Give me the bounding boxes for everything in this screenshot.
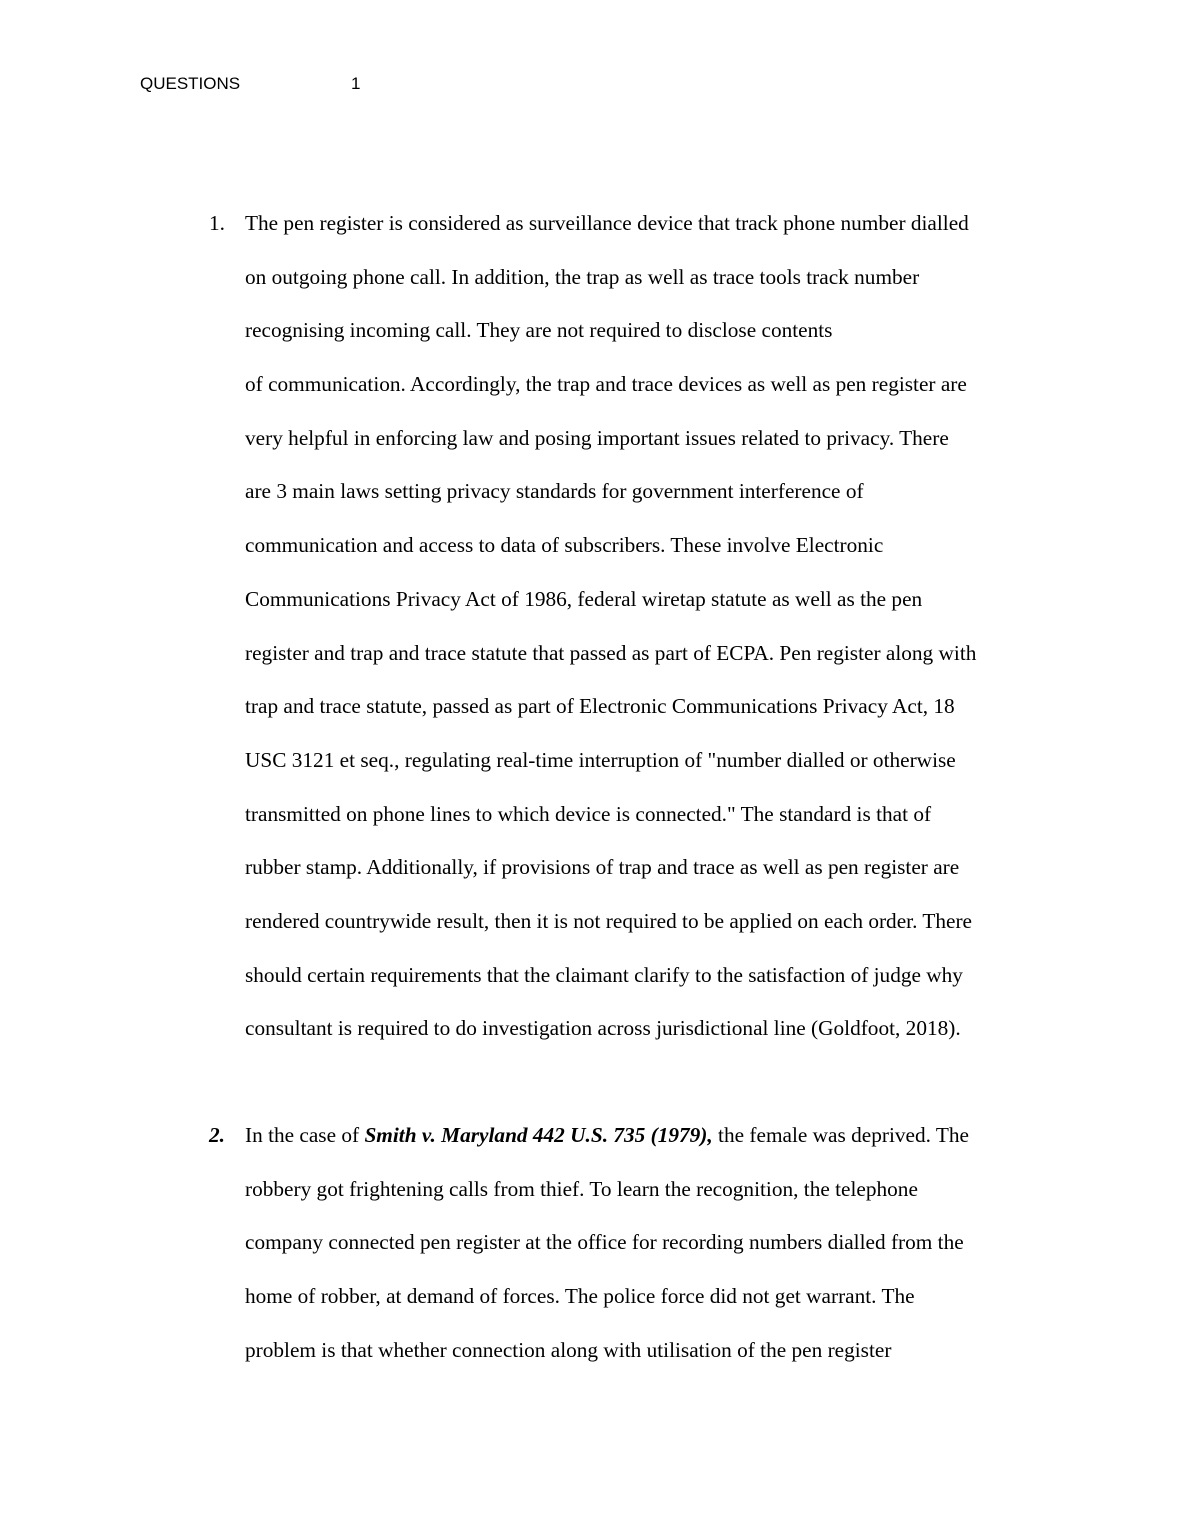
text-line: USC 3121 et seq., regulating real-time interruption of "number dialled or otherwise	[245, 747, 956, 772]
text-suffix: the female was deprived. The	[712, 1123, 969, 1147]
text-line: on outgoing phone call. In addition, the trap as well as trace tools track number	[245, 264, 920, 289]
text-line: trap and trace statute, passed as part of Electronic Communications Privacy Act, 18	[245, 694, 955, 719]
text-line: consultant is required to do investigation across jurisdictional line (Goldfoot, 2018).	[245, 1016, 961, 1041]
text-line: rubber stamp. Additionally, if provisions of trap and trace as well as pen register are	[245, 855, 960, 880]
text-line: should certain requirements that the claimant clarify to the satisfaction of judge why	[245, 962, 963, 987]
list-item-number: 2.	[209, 1123, 225, 1147]
text-line: The pen register is considered as surveillance device that track phone number dialled	[245, 211, 969, 235]
running-head-title: QUESTIONS	[140, 74, 241, 93]
text-line: Communications Privacy Act of 1986, federal wiretap statute as well as the pen	[245, 586, 923, 611]
list-item-number: 1.	[209, 211, 225, 235]
text-line: very helpful in enforcing law and posing important issues related to privacy. There	[245, 425, 949, 450]
list-item-2	[209, 1109, 1059, 1377]
page-number: 1	[351, 74, 361, 93]
paragraph-1	[245, 197, 1055, 1056]
case-citation: Smith v. Maryland 442 U.S. 735 (1979),	[364, 1123, 713, 1147]
text-line: company connected pen register at the office for recording numbers dialled from the	[245, 1230, 964, 1255]
text-line: of communication. Accordingly, the trap and trace devices as well as pen register are	[245, 372, 967, 397]
list-item-1	[209, 197, 1059, 1056]
text-prefix: In the case of	[245, 1123, 365, 1147]
text-line: communication and access to data of subscribers. These involve Electronic	[245, 533, 884, 558]
text-line: recognising incoming call. They are not required to disclose contents	[245, 318, 833, 343]
text-line-first	[245, 1109, 1055, 1163]
text-line: register and trap and trace statute that passed as part of ECPA. Pen register along with	[245, 640, 977, 665]
text-line: rendered countrywide result, then it is not required to be applied on each order. There	[245, 908, 972, 933]
paragraph-2	[245, 1109, 1055, 1377]
text-line: robbery got frightening calls from thief. To learn the recognition, the telephone	[245, 1176, 918, 1201]
text-line: transmitted on phone lines to which device is connected." The standard is that of	[245, 801, 932, 826]
text-line: problem is that whether connection along with utilisation of the pen register	[245, 1337, 892, 1362]
text-line: are 3 main laws setting privacy standards for government interference of	[245, 479, 864, 504]
text-line: home of robber, at demand of forces. The police force did not get warrant. The	[245, 1284, 915, 1309]
